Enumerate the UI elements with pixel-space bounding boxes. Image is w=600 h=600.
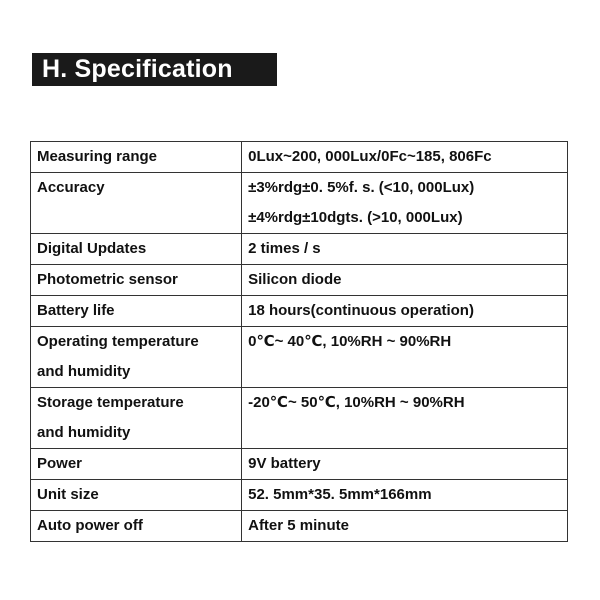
spec-label-cell <box>31 388 242 449</box>
spec-value-cell <box>242 234 568 265</box>
table-row <box>31 511 568 542</box>
table-row <box>31 296 568 327</box>
specification-table-body <box>31 142 568 542</box>
table-row <box>31 449 568 480</box>
spec-value: 2 times / s <box>248 240 321 257</box>
table-row <box>31 388 568 449</box>
table-row <box>31 173 568 234</box>
spec-value: 52. 5mm*35. 5mm*166mm <box>248 486 432 503</box>
spec-value-cell <box>242 327 568 388</box>
section-title: H. Specification <box>42 55 233 83</box>
spec-value-cell <box>242 449 568 480</box>
spec-label: Battery life <box>37 302 115 319</box>
specification-table <box>30 141 568 542</box>
spec-label-cell <box>31 511 242 542</box>
spec-value: ±4%rdg±10dgts. (>10, 000Lux) <box>248 209 463 226</box>
spec-value: 0Lux~200, 000Lux/0Fc~185, 806Fc <box>248 148 492 165</box>
spec-label-cell <box>31 142 242 173</box>
spec-label: Photometric sensor <box>37 271 178 288</box>
spec-value-cell <box>242 388 568 449</box>
spec-value-cell <box>242 480 568 511</box>
spec-label-cell <box>31 234 242 265</box>
spec-value-cell <box>242 296 568 327</box>
spec-value: Silicon diode <box>248 271 342 288</box>
spec-value: ±3%rdg±0. 5%f. s. (<10, 000Lux) <box>248 179 475 196</box>
spec-label-cell <box>31 480 242 511</box>
spec-value: 18 hours(continuous operation) <box>248 302 474 319</box>
spec-label: Operating temperature <box>37 333 199 350</box>
table-row <box>31 327 568 388</box>
spec-label-cell <box>31 449 242 480</box>
spec-label-cell <box>31 173 242 234</box>
spec-value: After 5 minute <box>248 517 349 534</box>
spec-value-cell <box>242 173 568 234</box>
spec-value-cell <box>242 511 568 542</box>
spec-label-cell <box>31 296 242 327</box>
spec-label: Unit size <box>37 486 99 503</box>
spec-label: Storage temperature <box>37 394 184 411</box>
spec-label: Digital Updates <box>37 240 147 257</box>
spec-label-cell <box>31 265 242 296</box>
spec-value: 9V battery <box>248 455 321 472</box>
table-row <box>31 265 568 296</box>
table-row <box>31 234 568 265</box>
spec-value-cell <box>242 265 568 296</box>
spec-label-cell <box>31 327 242 388</box>
spec-value-cell <box>242 142 568 173</box>
spec-label: Auto power off <box>37 517 143 534</box>
spec-label: Measuring range <box>37 148 158 165</box>
spec-label: and humidity <box>37 363 131 380</box>
spec-value: 0℃~ 40℃, 10%RH ~ 90%RH <box>248 333 452 350</box>
section-title-bar <box>32 53 277 86</box>
spec-label: and humidity <box>37 424 131 441</box>
table-row <box>31 480 568 511</box>
spec-label: Power <box>37 455 83 472</box>
spec-value: -20℃~ 50℃, 10%RH ~ 90%RH <box>248 394 465 411</box>
table-row <box>31 142 568 173</box>
spec-label: Accuracy <box>37 179 105 196</box>
